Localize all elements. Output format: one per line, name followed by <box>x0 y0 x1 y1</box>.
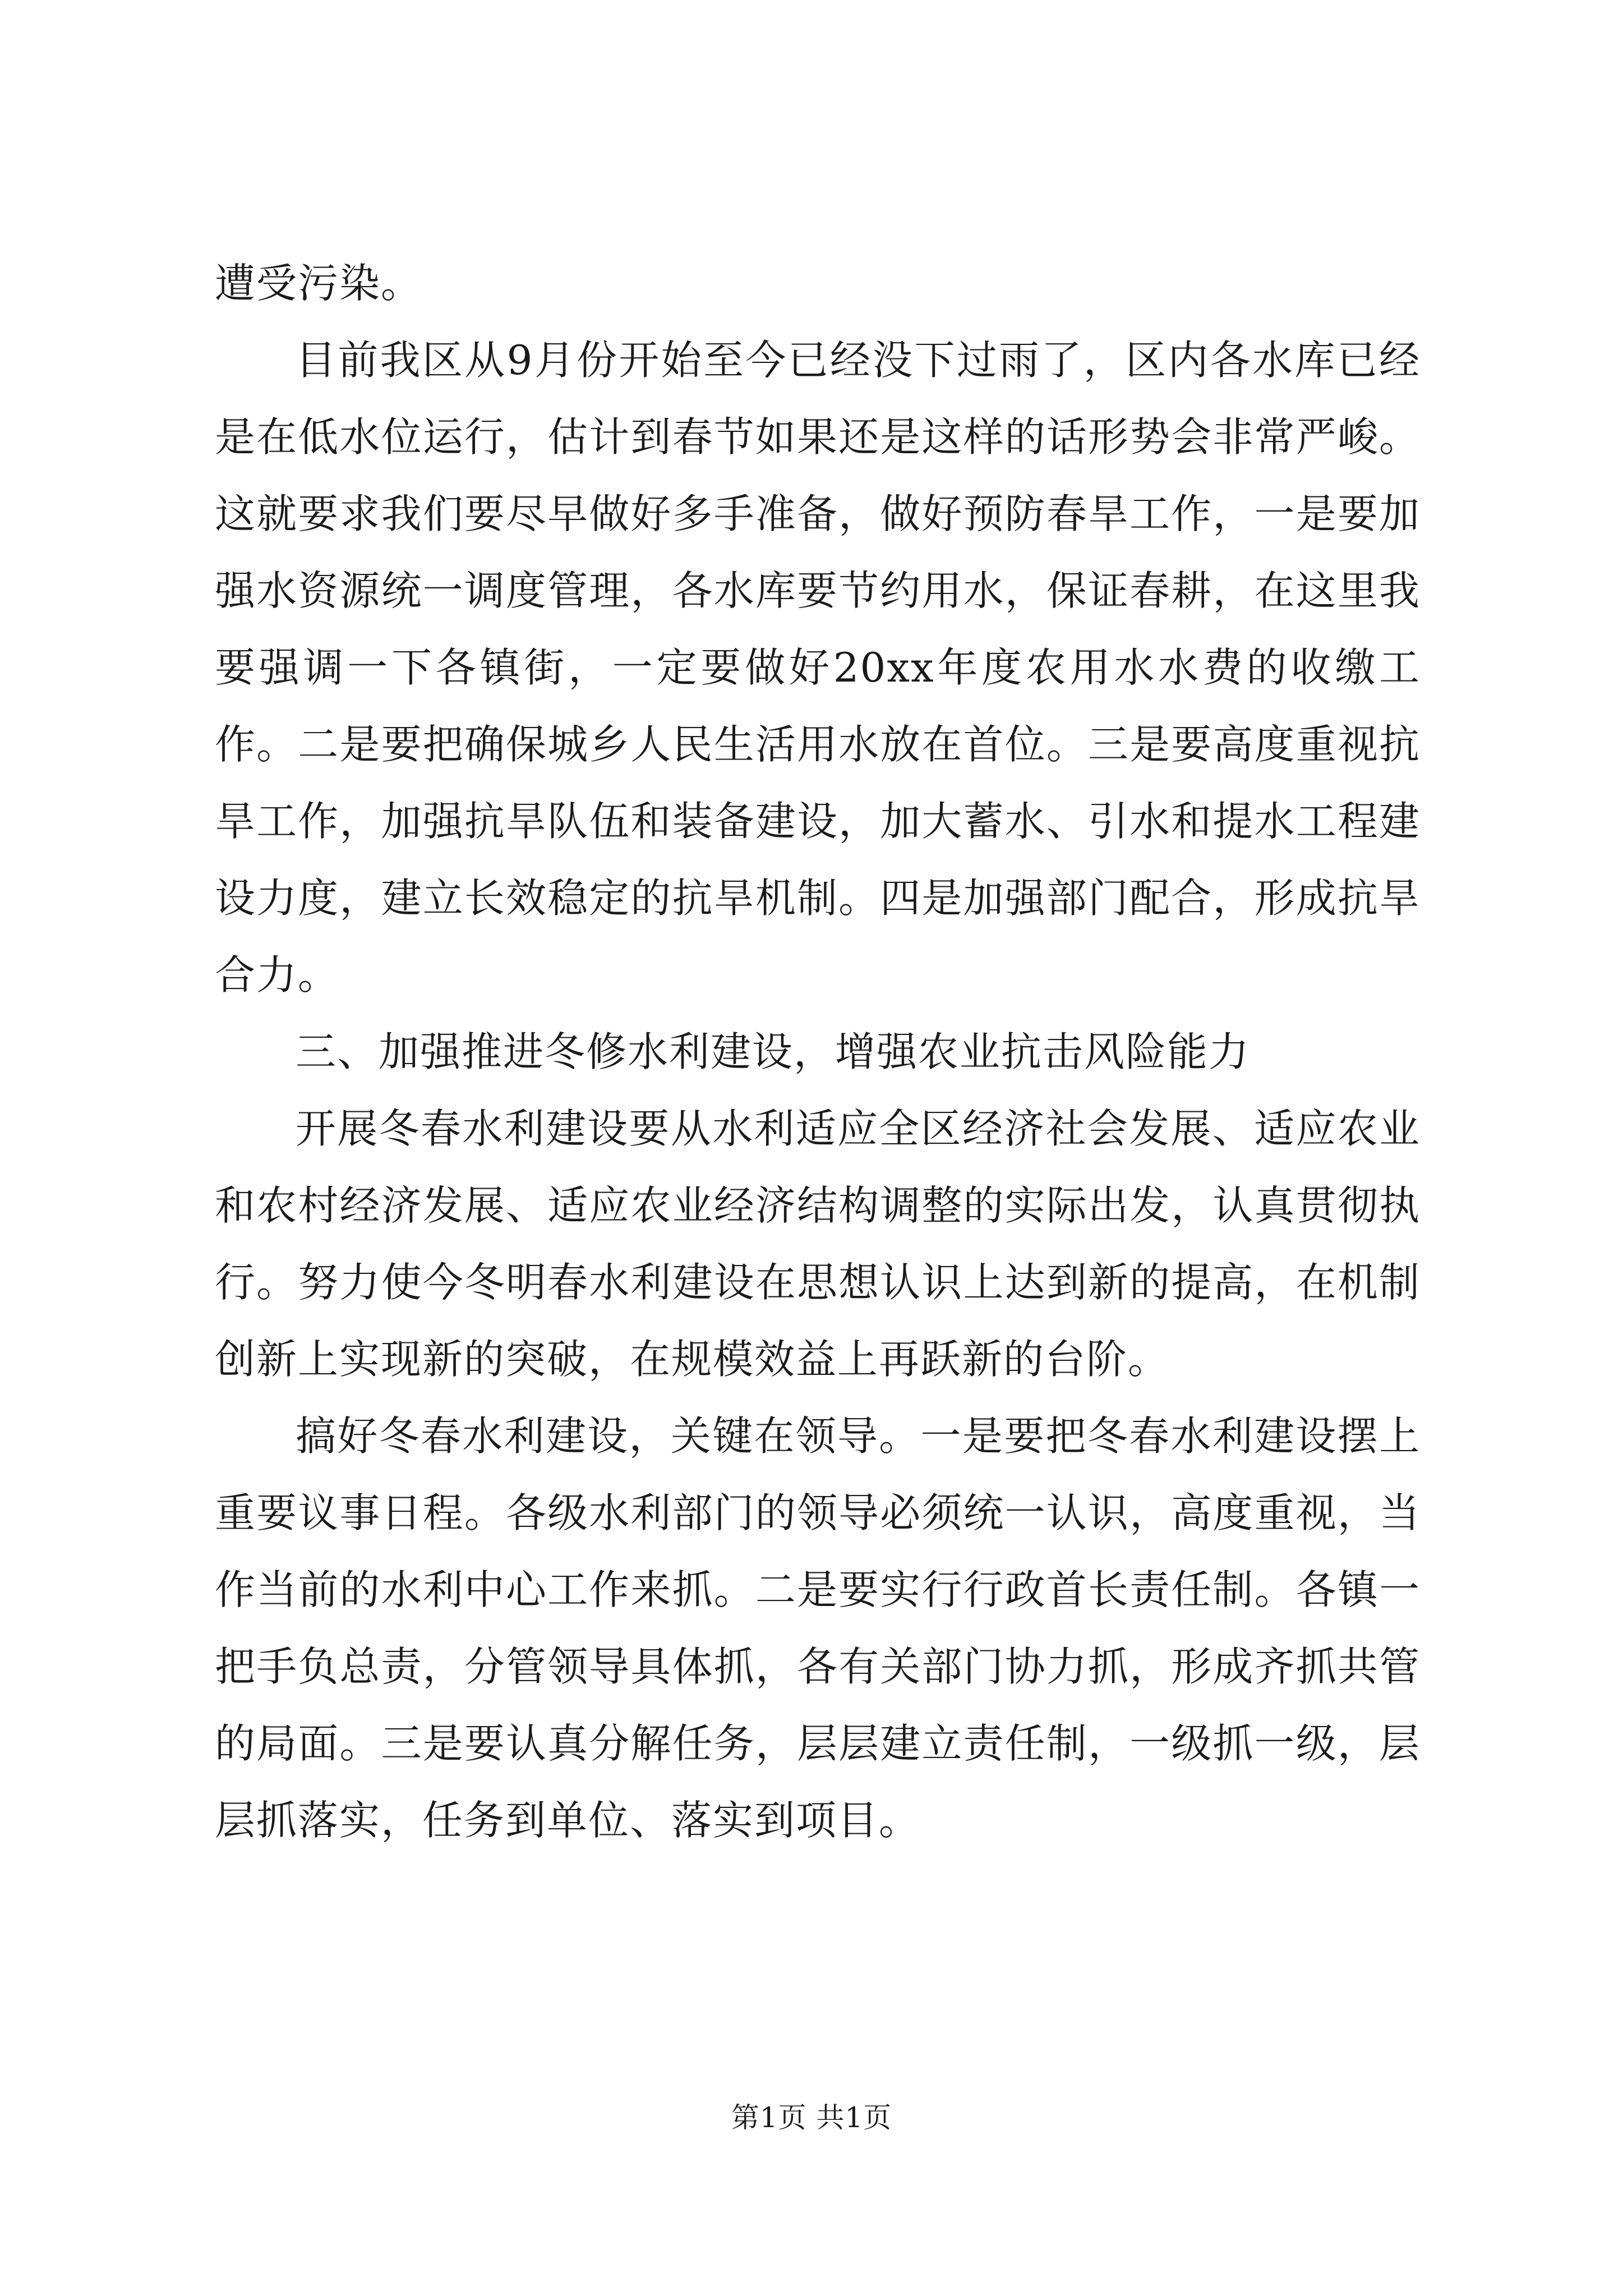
paragraph-leadership: 搞好冬春水利建设，关键在领导。一是要把冬春水利建设摆上重要议事日程。各级水利部门的领导必须统一认识，高度重视，当作当前的水利中心工作来抓。二是要实行行政首长责任制。各镇一把手负总责，分管领导具体抓，各有关部门协力抓，形成齐抓共管的局面。三是要认真分解任务，层层建立责任制，一级抓一级，层层抓落实，任务到单位、落实到项目。 <box>215 1412 1421 1844</box>
document-body <box>215 245 1421 1859</box>
paragraph-water-construction: 开展冬春水利建设要从水利适应全区经济社会发展、适应农业和农村经济发展、适应农业经济结构调整的实际出发，认真贯彻执行。努力使今冬明春水利建设在思想认识上达到新的提高，在机制创新上实现新的突破，在规模效益上再跃新的台阶。 <box>215 1105 1421 1383</box>
section-heading-three: 三、加强推进冬修水利建设，增强农业抗击风险能力 <box>296 1028 1251 1075</box>
paragraph-drought-prevention: 目前我区从9月份开始至今已经没下过雨了，区内各水库已经是在低水位运行，估计到春节如果还是这样的话形势会非常严峻。这就要求我们要尽早做好多手准备，做好预防春旱工作，一是要加强水资源统一调度管理，各水库要节约用水，保证春耕，在这里我要强调一下各镇街，一定要做好20xx年度农用水水费的收缴工作。二是要把确保城乡人民生活用水放在首位。三是要高度重视抗旱工作，加强抗旱队伍和装备建设，加大蓄水、引水和提水工程建设力度，建立长效稳定的抗旱机制。四是加强部门配合，形成抗旱合力。 <box>215 337 1421 999</box>
paragraph-continuation: 遭受污染。 <box>215 260 423 307</box>
page-footer: 第1页 共1页 <box>731 2101 892 2134</box>
